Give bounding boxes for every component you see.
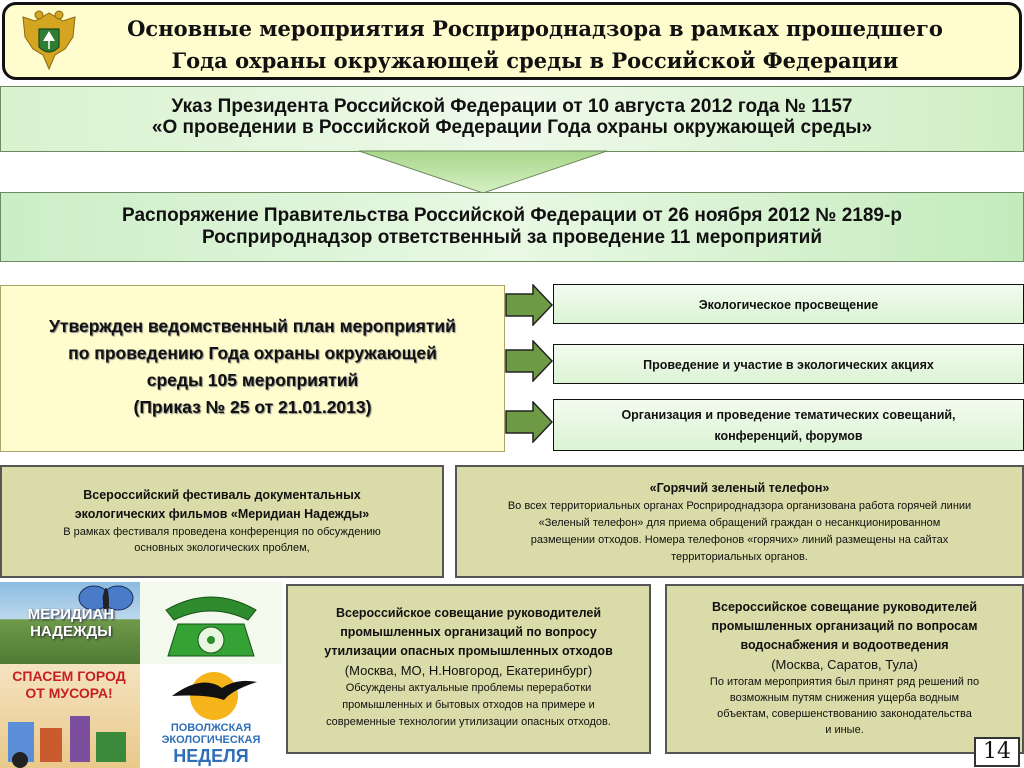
waste-meeting-text-line-1: Обсуждены актуальные проблемы переработки (345, 682, 592, 694)
direction-label: Экологическое просвещение (698, 298, 879, 312)
rosprirodnadzor-emblem-icon (13, 7, 85, 77)
festival-box (0, 465, 444, 578)
waste-meeting-title-line-1: Всероссийское совещание руководителей (335, 606, 602, 620)
government-order-box (0, 192, 1024, 262)
hotline-text-line-1: Во всех территориальных органах Росприроднадзора организована работа горячей линии (507, 500, 972, 512)
direction-eco-education (553, 284, 1024, 324)
festival-title-line-2: экологических фильмов «Меридиан Надежды» (74, 507, 370, 521)
water-meeting-box (665, 584, 1024, 754)
down-arrow-icon (358, 150, 608, 194)
order-line-2: Росприроднадзор ответственный за проведение 11 мероприятий (201, 227, 822, 248)
right-arrow-icon (505, 340, 553, 382)
right-arrow-icon (505, 401, 553, 443)
plan-line-3: среды 105 мероприятий (146, 370, 359, 390)
waste-meeting-title-line-2: промышленных организаций по вопросу (340, 625, 597, 639)
direction-label-line-1: Организация и проведение тематических совещаний, (621, 408, 956, 422)
poster-drawing-icon (0, 708, 140, 768)
hotline-text-line-2: «Зеленый телефон» для приема обращений граждан о несанкционированном (538, 517, 941, 529)
clean-city-poster-photo (0, 664, 140, 768)
water-meeting-text-line-4: и иные. (825, 724, 864, 736)
water-meeting-text-line-3: объектам, совершенствованию законодательства (717, 708, 972, 720)
festival-text-line-1: В рамках фестиваля проведена конференция по обсуждению (63, 526, 381, 538)
plan-line-1: Утвержден ведомственный план мероприятий (49, 316, 456, 336)
waste-meeting-title-line-3: утилизации опасных промышленных отходов (324, 644, 613, 658)
direction-eco-actions (553, 344, 1024, 384)
hotline-text-line-3: размещении отходов. Номера телефонов «горячих» линий размещены на сайтах (530, 534, 949, 546)
water-meeting-title-line-3: водоснабжения и водоотведения (740, 638, 949, 652)
water-meeting-title-line-1: Всероссийское совещание руководителей (711, 600, 978, 614)
telephone-icon (156, 584, 266, 662)
volga-eco-week-photo (140, 664, 282, 768)
decree-line-1: Указ Президента Российской Федерации от 10 августа 2012 года № 1157 (171, 96, 853, 117)
direction-label-line-2: конференций, форумов (714, 429, 863, 443)
water-meeting-text-line-1: По итогам мероприятия был принят ряд решений по (709, 676, 980, 688)
green-telephone-photo (140, 582, 282, 664)
festival-title-line-1: Всероссийский фестиваль документальных (83, 488, 361, 502)
festival-text-line-2: основных экологических проблем, (134, 542, 310, 554)
waste-meeting-text-line-3: современные технологии утилизации опасных отходов. (326, 716, 611, 728)
right-arrow-icon (505, 284, 553, 326)
water-meeting-text-line-2: возможным путям снижения ущерба водным (729, 692, 960, 704)
departmental-plan-box (0, 285, 505, 452)
page-number: 14 (974, 737, 1020, 767)
hotline-box (455, 465, 1024, 578)
poster-text: СПАСЕМ ГОРОД ОТ МУСОРА! (12, 668, 126, 701)
order-line-1: Распоряжение Правительства Российской Федерации от 26 ноября 2012 № 2189-р (122, 205, 902, 226)
waste-meeting-text-line-2: промышленных и бытовых отходов на примере и (342, 699, 595, 711)
plan-line-4: (Приказ № 25 от 21.01.2013) (133, 397, 372, 417)
meridian-logo-text: МЕРИДИАН НАДЕЖДЫ (27, 606, 115, 640)
page-title-line-1: Основные мероприятия Росприроднадзора в рамках прошедшего (127, 16, 943, 41)
hotline-text-line-4: территориальных органов. (671, 551, 808, 563)
presidential-decree-box (0, 86, 1024, 152)
bird-sun-icon (162, 666, 262, 722)
waste-meeting-box (286, 584, 651, 754)
header-banner (2, 2, 1022, 80)
decree-line-2: «О проведении в Российской Федерации Года охраны окружающей среды» (151, 117, 873, 138)
direction-label: Проведение и участие в экологических акциях (643, 358, 934, 372)
volga-logo-text: ПОВОЛЖСКАЯ ЭКОЛОГИЧЕСКАЯ НЕДЕЛЯ (161, 722, 261, 766)
waste-meeting-cities: (Москва, МО, Н.Новгород, Екатеринбург) (344, 663, 593, 678)
page-title-line-2: Года охраны окружающей среды в Российской Федерации (171, 48, 899, 73)
direction-conferences (553, 399, 1024, 451)
water-meeting-title-line-2: промышленных организаций по вопросам (711, 619, 978, 633)
plan-line-2: по проведению Года охраны окружающей (68, 343, 437, 363)
page-title (95, 13, 975, 77)
water-meeting-cities: (Москва, Саратов, Тула) (771, 657, 918, 672)
meridian-festival-photo (0, 582, 140, 664)
hotline-title: «Горячий зеленый телефон» (649, 481, 830, 495)
